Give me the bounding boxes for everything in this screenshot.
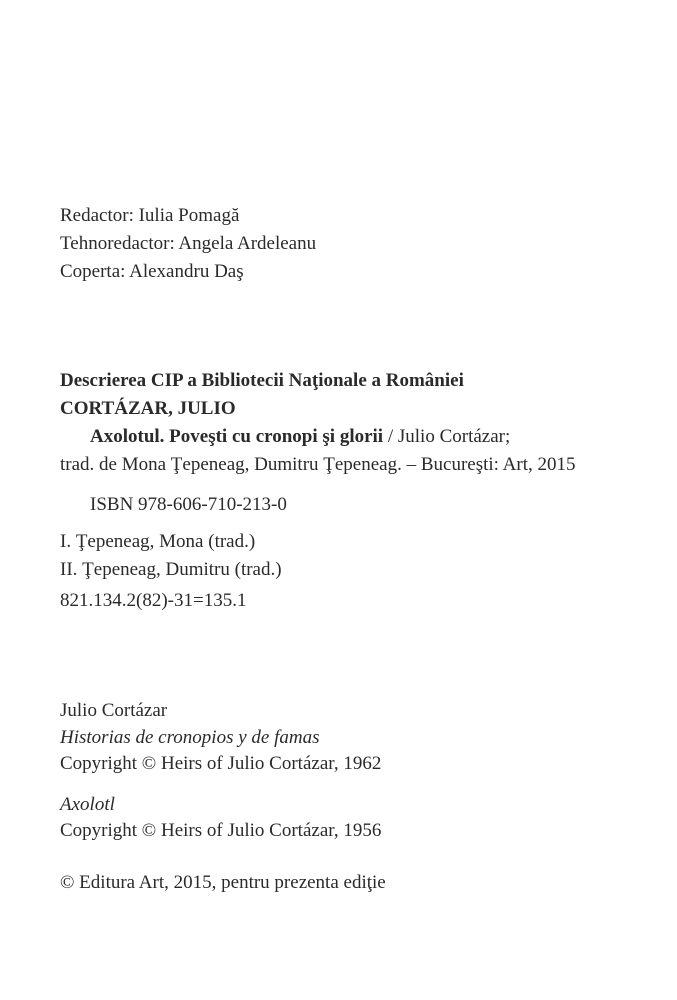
original-title-2: Axolotl	[60, 794, 115, 815]
original-title-1: Historias de cronopios y de famas	[60, 727, 320, 748]
cip-title-line	[90, 426, 510, 448]
cip-classification: 821.134.2(82)-31=135.1	[60, 590, 247, 611]
cip-heading: Descrierea CIP a Bibliotecii Naţionale a României	[60, 370, 464, 391]
cip-title: Axolotul. Poveşti cu cronopi şi glorii	[90, 426, 384, 447]
cip-isbn: ISBN 978-606-710-213-0	[90, 494, 287, 515]
editor-credit: Redactor: Iulia Pomagă	[60, 205, 240, 226]
cover-credit: Coperta: Alexandru Daş	[60, 261, 244, 282]
cip-title-rest: / Julio Cortázar;	[383, 426, 511, 447]
copyright-2: Copyright © Heirs of Julio Cortázar, 1956	[60, 820, 382, 841]
cip-entry-2: II. Ţepeneag, Dumitru (trad.)	[60, 559, 282, 580]
typesetter-credit: Tehnoredactor: Angela Ardeleanu	[60, 233, 317, 254]
rights-author: Julio Cortázar	[60, 700, 168, 721]
cip-translators: trad. de Mona Ţepeneag, Dumitru Ţepeneag. – Bucureşti: Art, 2015	[60, 454, 576, 475]
copyright-1: Copyright © Heirs of Julio Cortázar, 1962	[60, 753, 382, 774]
publisher-copyright: © Editura Art, 2015, pentru prezenta ediţie	[60, 872, 386, 893]
cip-author: CORTÁZAR, JULIO	[60, 398, 236, 419]
cip-entry-1: I. Ţepeneag, Mona (trad.)	[60, 531, 256, 552]
